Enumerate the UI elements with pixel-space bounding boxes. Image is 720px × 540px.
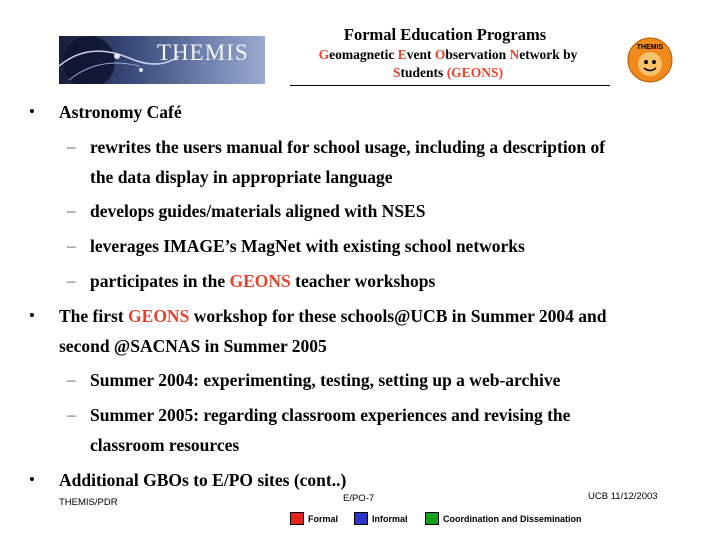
subtitle-segment: etwork by bbox=[519, 47, 578, 62]
footer-page-number: E/PO-7 bbox=[343, 493, 375, 504]
legend-coordination: Coordination and Dissemination bbox=[425, 512, 582, 525]
sub-bullet-summer-2005: Summer 2005: regarding classroom experiences and revising the bbox=[90, 405, 571, 425]
subtitle-segment: S bbox=[393, 65, 401, 80]
sub-bullet-manual-cont: the data display in appropriate language bbox=[90, 167, 393, 187]
bullet-marker: • bbox=[29, 102, 35, 121]
subtitle-segment: E bbox=[397, 47, 407, 62]
dash-marker: – bbox=[67, 236, 76, 255]
subtitle-segment: (GEONS) bbox=[446, 65, 503, 80]
subtitle-segment: bservation bbox=[445, 47, 510, 62]
legend-formal: Formal bbox=[290, 512, 338, 525]
dash-marker: – bbox=[67, 201, 76, 220]
legend-swatch-green bbox=[425, 512, 439, 525]
subtitle-segment: eomagnetic bbox=[329, 47, 398, 62]
footer-left: THEMIS/PDR bbox=[59, 497, 118, 508]
bullet-first-workshop-cont: second @SACNAS in Summer 2005 bbox=[59, 336, 327, 356]
sub-bullet-workshops: participates in the GEONS teacher workshops bbox=[90, 271, 436, 291]
header-divider bbox=[290, 85, 610, 86]
bullet-astronomy-cafe: Astronomy Café bbox=[59, 102, 182, 122]
dash-marker: – bbox=[67, 271, 76, 290]
footer-date: UCB 11/12/2003 bbox=[588, 491, 658, 502]
bullet-marker: • bbox=[29, 306, 35, 325]
subtitle-segment: vent bbox=[406, 47, 435, 62]
themis-badge-icon bbox=[627, 37, 673, 83]
legend-swatch-red bbox=[290, 512, 304, 525]
page-title: Formal Education Programs bbox=[343, 25, 547, 44]
dash-marker: – bbox=[67, 405, 76, 424]
dash-marker: – bbox=[67, 370, 76, 389]
subtitle-segment: G bbox=[318, 47, 330, 62]
legend-swatch-blue bbox=[354, 512, 368, 525]
logo-text: THEMIS bbox=[157, 40, 249, 65]
bullet-additional-gbos: Additional GBOs to E/PO sites (cont..) bbox=[59, 470, 347, 490]
themis-logo-banner bbox=[59, 36, 265, 84]
legend-informal: Informal bbox=[354, 512, 408, 525]
sub-bullet-magnet: leverages IMAGE’s MagNet with existing school networks bbox=[90, 236, 525, 256]
bullet-marker: • bbox=[29, 470, 35, 489]
dash-marker: – bbox=[67, 137, 76, 156]
sub-bullet-guides: develops guides/materials aligned with NSES bbox=[90, 201, 426, 221]
badge-label: THEMIS bbox=[636, 44, 664, 51]
page-subtitle bbox=[283, 46, 613, 82]
sub-bullet-manual: rewrites the users manual for school usage, including a description of bbox=[90, 137, 606, 157]
sub-bullet-summer-2005-cont: classroom resources bbox=[90, 435, 240, 455]
sub-bullet-summer-2004: Summer 2004: experimenting, testing, setting up a web-archive bbox=[90, 370, 561, 390]
subtitle-segment: tudents bbox=[400, 65, 447, 80]
bullet-first-workshop: The first GEONS workshop for these schools@UCB in Summer 2004 and bbox=[59, 306, 607, 326]
subtitle-segment: O bbox=[434, 47, 446, 62]
subtitle-segment: N bbox=[509, 47, 520, 62]
